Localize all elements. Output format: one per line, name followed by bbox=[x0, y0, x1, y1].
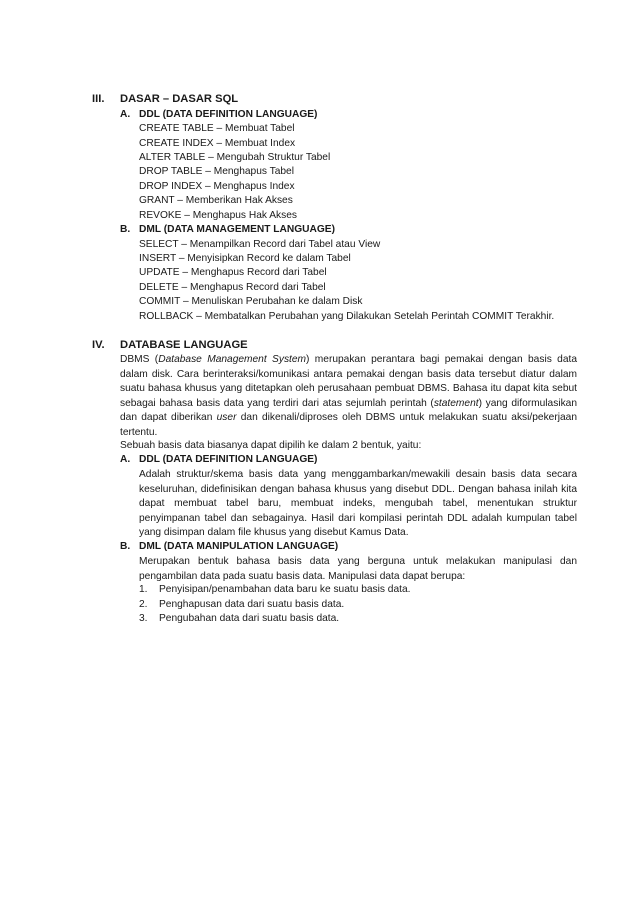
list-number: 1. bbox=[139, 584, 148, 595]
list-item: COMMIT – Menuliskan Perubahan ke dalam Disk bbox=[139, 296, 363, 307]
list-item: DELETE – Menghapus Record dari Tabel bbox=[139, 282, 326, 293]
subsection-letter: A. bbox=[120, 454, 131, 465]
list-item: REVOKE – Menghapus Hak Akses bbox=[139, 210, 297, 221]
lead-text: Sebuah basis data biasanya dapat dipilih ke dalam 2 bentuk, yaitu: bbox=[120, 440, 422, 451]
list-item: SELECT – Menampilkan Record dari Tabel atau View bbox=[139, 239, 381, 250]
intro-text: DBMS ( bbox=[120, 354, 159, 365]
ddl-paragraph: Adalah struktur/skema basis data yang menggambarkan/mewakili desain basis data secara keseluruhan, didefinisikan dengan bahasa khusus yang disebut DDL. Dengan bahasa inilah kita dapat membuat tabel baru, membuat indeks, mengubah tabel, menentukan struktur penyimpanan tabel dan sebagainya. Hasil dari kompilasi perintah DDL adalah kumpulan tabel yang disimpan dalam file khusus yang disebut Kamus Data. bbox=[139, 469, 577, 538]
list-item: DROP TABLE – Menghapus Tabel bbox=[139, 166, 294, 177]
intro-text: ) yang diformulasikan dan dapat diberikan bbox=[120, 397, 578, 423]
intro-text: dan dikenali/diproses oleh DBMS untuk melakukan suatu aksi/pekerjaan tertentu. bbox=[120, 412, 577, 438]
intro-emphasis: statement bbox=[433, 397, 479, 409]
list-number: 2. bbox=[139, 599, 148, 610]
section-number: IV. bbox=[92, 339, 105, 351]
list-item: CREATE TABLE – Membuat Tabel bbox=[139, 123, 295, 134]
list-number: 3. bbox=[139, 613, 148, 624]
list-item: Pengubahan data dari suatu basis data. bbox=[159, 613, 340, 624]
intro-text: ) merupakan perantara bagi pemakai dengan basis data dalam disk. Cara berinteraksi/komunikasi antara pemakai dengan basis data tersebut diatur dalam suatu bahasa khusus yang ditetapkan oleh perusahaan pembuat DBMS. Bahasa itu dapat kita sebut sebagai bahasa basis data yang terdiri dari atas sejumlah perintah ( bbox=[120, 354, 578, 409]
intro-paragraph bbox=[120, 353, 577, 440]
list-item: CREATE INDEX – Membuat Index bbox=[139, 138, 296, 149]
section-number: III. bbox=[92, 93, 105, 105]
subsection-title: DDL (DATA DEFINITION LANGUAGE) bbox=[139, 109, 318, 120]
subsection-title: DML (DATA MANAGEMENT LANGUAGE) bbox=[139, 224, 335, 235]
list-item: DROP INDEX – Menghapus Index bbox=[139, 181, 295, 192]
subsection-letter: A. bbox=[120, 109, 131, 120]
list-item: INSERT – Menyisipkan Record ke dalam Tabel bbox=[139, 253, 351, 264]
list-item: ROLLBACK – Membatalkan Perubahan yang Dilakukan Setelah Perintah COMMIT Terakhir. bbox=[139, 311, 555, 322]
subsection-title: DDL (DATA DEFINITION LANGUAGE) bbox=[139, 454, 318, 465]
section-title: DATABASE LANGUAGE bbox=[120, 339, 248, 351]
list-item: GRANT – Memberikan Hak Akses bbox=[139, 195, 293, 206]
section-title: DASAR – DASAR SQL bbox=[120, 93, 239, 105]
list-item: ALTER TABLE – Mengubah Struktur Tabel bbox=[139, 152, 331, 163]
subsection-title: DML (DATA MANIPULATION LANGUAGE) bbox=[139, 541, 339, 552]
list-item: Penghapusan data dari suatu basis data. bbox=[159, 599, 345, 610]
list-item: Penyisipan/penambahan data baru ke suatu basis data. bbox=[159, 584, 411, 595]
intro-emphasis: user bbox=[216, 412, 237, 423]
subsection-letter: B. bbox=[120, 541, 131, 552]
list-item: UPDATE – Menghapus Record dari Tabel bbox=[139, 267, 327, 278]
dml-paragraph: Merupakan bentuk bahasa basis data yang berguna untuk melakukan manipulasi dan pengambilan data pada suatu basis data. Manipulasi data dapat berupa: bbox=[139, 556, 577, 582]
intro-emphasis: Database Management System bbox=[158, 354, 307, 365]
subsection-letter: B. bbox=[120, 224, 131, 235]
